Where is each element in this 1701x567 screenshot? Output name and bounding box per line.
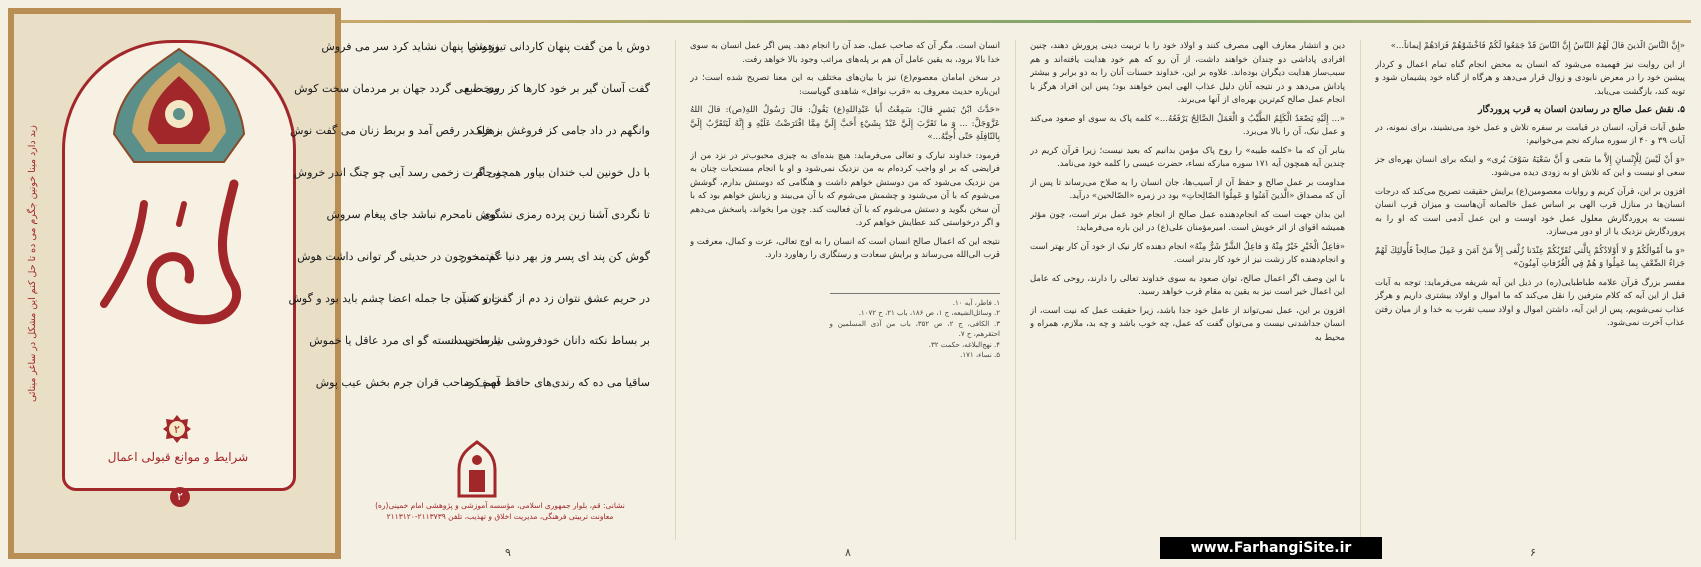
footnote: ۵. نساء، ۱۷۱. bbox=[960, 351, 1000, 359]
series-number-badge bbox=[162, 414, 192, 444]
paragraph: این بدان جهت است که انجام‌دهنده عمل صالح از انجام خود عمل برتر است، چون مؤثر همیشه اقوای از اثر خویش است. امیرمؤمنان علی(ع) در این باره می‌فرماید: bbox=[1030, 209, 1345, 233]
website-link[interactable]: www.FarhangiSite.ir bbox=[1160, 537, 1382, 559]
page-number: ۶ bbox=[1530, 546, 1536, 559]
amal-calligraphy-icon bbox=[84, 164, 274, 334]
poem-verse: گوش کن پند ای پسر وز بهر دنیا غم مخور bbox=[461, 250, 650, 263]
page-number: ۸ bbox=[845, 546, 851, 559]
address-block bbox=[350, 500, 650, 522]
poem-verse: دوش با من گفت پنهان کاردانی تیزهوش bbox=[468, 40, 650, 53]
address-line-2: معاونت تربیتی فرهنگی، مدیریت اخلاق و تهذیب، تلفن ۲۱۱۳۷۳۹-۲۱۱۳۱۲۰ bbox=[386, 512, 614, 521]
paragraph: از این روایت نیز فهمیده می‌شود که انسان به محض انجام گناه تمام اعمال و کردار پیشین خود را در معرض نابودی و زوال قرار می‌دهد و هرگاه از گناه خود پشیمان شود و توبه کند، بازگشت می‌یابد. bbox=[1375, 59, 1685, 97]
poem-verse: گفتمت چون در حدیثی گر توانی داشت هوش bbox=[297, 250, 500, 263]
footnote: ۳. الکافی، ج ۲، ص ۳۵۲، باب من آذى المسلمین و احتقرهم، ح ۷. bbox=[829, 319, 1000, 338]
poem-block bbox=[288, 40, 650, 460]
paragraph: مداومت بر عمل صالح و حفظ آن از آسیب‌ها، جان انسان را به صلاح می‌رساند تا پس از آن که مصداق «الَّذينَ آمَنُوا وَ عَمِلُوا الصّالِحاتِ» بود در زمره «الصّالحین» درآید. bbox=[1030, 177, 1345, 201]
ornament-arch-icon bbox=[104, 44, 254, 164]
poem-verse: با دل خونین لب خندان بیاور همچو جام bbox=[475, 166, 650, 179]
footnotes bbox=[830, 293, 1001, 361]
poem-verse: وز شما پنهان نشاید کرد سر می فروش bbox=[321, 40, 500, 53]
cover-side-poem: زبد دارد مینا خونین جگرم می ده تا حل کنم این مشکل در ساغر مینائی bbox=[27, 125, 38, 403]
page6-column bbox=[1375, 40, 1685, 530]
section-heading: ۵. نقش عمل صالح در رساندن انسان به قرب پروردگار bbox=[1478, 105, 1685, 115]
cover-panel bbox=[8, 8, 341, 559]
institute-logo-icon bbox=[455, 440, 499, 500]
poem-verse: یا سخن دانسته گو ای مرد عاقل یا خموش bbox=[309, 334, 500, 347]
page-divider bbox=[1360, 40, 1361, 540]
poem-verse: در حریم عشق نتوان زد دم از گفت و شنید bbox=[457, 292, 650, 305]
paragraph: «إِنَّ النَّاسَ الَّذينَ قالَ لَهُمُ النّاسُ إِنَّ النّاسَ قَدْ جَمَعُوا لَكُمْ فَاخْشَوْهُمْ فَزادَهُمْ إيماناً...» bbox=[1390, 41, 1685, 51]
poem-verse: گفت آسان گیر بر خود کارها کز روی طبع bbox=[464, 82, 650, 95]
series-number-text: ۲ bbox=[174, 423, 180, 436]
paragraph: با این وصف اگر اعمال صالح، توان صعود به سوی خداوند تعالی را دارند، روحی که عامل این اعمال خیر است نیز به یقین به مقام قرب خواهد رسید. bbox=[1030, 273, 1345, 297]
footnote: ۱. فاطر، آیه ۱۰. bbox=[952, 298, 1000, 307]
page-number: ۹ bbox=[505, 546, 511, 559]
paragraph: «فاعِلُ الْخَيْرِ خَيْرٌ مِنْهُ وَ فاعِلُ الشَّرِّ شَرٌّ مِنْهُ» انجام دهنده کار نیک از خود آن کار بهتر است و انجام‌دهنده کار زشت نیز از خود کار بدتر است. bbox=[1030, 241, 1345, 265]
footnote: ۴. نهج‌البلاغه، حکمت ۳۲. bbox=[928, 340, 1000, 349]
paragraph: افزون بر این، قرآن کریم و روایات معصومین(ع) برایش حقیقت تصریح می‌کند که درجات انسان‌ها در منازل قرب الهی بر اساس عمل خالصانه آن‌هاست و میزان قرب انسان نسبت به پروردگارش معلول عمل خود اوست و این عمل آدمی است که او را به پروردگارش نزدیک یا از او دور می‌سازد. bbox=[1375, 186, 1685, 237]
paragraph: در سخن امامان معصوم(ع) نیز با بیان‌های مختلف به این معنا تصریح شده است؛ در این‌باره حدیث معروف به «قرب نوافل» شاهدی گویاست: bbox=[690, 73, 1000, 97]
paragraph: «وَ ما أَمْوالُكُمْ وَ لا أَوْلادُكُمْ بِالَّتي تُقَرِّبُكُمْ عِنْدَنا زُلْفى إِلاَّ مَنْ آمَنَ وَ عَمِلَ صالِحاً فَأُولئِكَ لَهُمْ جَزاءُ الضِّعْفِ بِما عَمِلُوا وَ هُمْ فِي الْغُرُفاتِ آمِنُونَ» bbox=[1375, 245, 1685, 269]
poem-verse: بر بساط نکته دانان خودفروشی شرط نیست bbox=[447, 334, 650, 347]
poem-verse: وانگهم در داد جامی کز فروغش بر فلک bbox=[471, 124, 650, 137]
footnote: ۲. وسائل‌الشیعه، ج ۱، ص ۱۸۶، باب ۲۱، ح ۱۰۷۲. bbox=[858, 309, 1000, 317]
cover-bottom-number: ۲ bbox=[170, 487, 190, 507]
cover-title: شرایط و موانع قبولی اعمال bbox=[107, 450, 249, 464]
page-divider bbox=[675, 40, 676, 540]
paragraph: افزون بر این، عمل نمی‌تواند از عامل خود جدا باشد، زیرا حقیقت عمل که نیت است، از انسان جداشدنی نیست و می‌توان گفت که عمل، چه خوب باشد و چه بد، ملازم، همراه و محیط به bbox=[1030, 305, 1345, 343]
paragraph: مفسر بزرگ قرآن علامه طباطبایی(ره) در ذیل این آیه شریفه می‌فرماید: توجه به آیات قبل از این آیه که کلام مترفین را نقل می‌کند که ما اموال و اولاد بیشتری داریم و هرگز عذاب نمی‌شویم، پس از این آیه، داشتن اموال و اولاد سبب تقرب به خدا و از میان رفتن عذاب آخرت نمی‌شود. bbox=[1375, 277, 1685, 328]
page8-right-column bbox=[1030, 40, 1345, 530]
paragraph: «وَ أَنْ لَيْسَ لِلْإِنْسانِ إِلاَّ ما سَعى وَ أَنَّ سَعْيَهُ سَوْفَ يُرى» و اینکه برای انسان بهره‌ای جز سعی او نیست و این که تلاش او به زودی دیده می‌شود. bbox=[1375, 154, 1685, 178]
paragraph: دین و انتشار معارف الهی مصرف کنند و اولاد خود را با تربیت دینی پرورش دهند، چنین افرادی پاداشی دو چندان خواهند داشت، از آن رو که هم خود هدایت یافته‌اند و هم سبب‌ساز هدایت دیگران بوده‌اند. علاوه بر این، خداوند حسنات آنان را به دو برابر و بیشتر پاداش می‌دهد و در نتیجه آنان دلیل عذاب الهی ایمن خواهند بود؛ پس این افراد هرگز با انجام عمل صالح کم‌ترین بهره‌ای از آنها می‌برند. bbox=[1030, 41, 1345, 105]
paragraph: فرمود: خداوند تبارک و تعالی می‌فرماید: هیچ بنده‌ای به چیزی محبوب‌تر در نزد من از فرایضی که بر او واجب کرده‌ام به من نزدیک نمی‌شود و او با انجام مستحبات چنان به من نزدیک می‌شود که من دوستش خواهم داشت و هنگامی که دوستش بدارم، گوشش می‌شوم که با آن می‌شنود و چشمش می‌شوم که با آن می‌بیند و زبانش خواهم بود که با آن سخن بگوید و دستش می‌شوم که با آن فعالیت کند. چون مرا بخواند، پاسخش می‌دهم و اگر درخواستی کند عطایش خواهم کرد. bbox=[690, 150, 1000, 228]
poem-verse: ساقیا می ده که رندی‌های حافظ فهم کرد bbox=[463, 376, 650, 389]
top-rule bbox=[340, 20, 1691, 23]
page8-left-column bbox=[690, 40, 1000, 530]
paragraph: بنابر آن که ما «کلمه طیبه» را روح پاک مؤمن بدانیم که بعید نیست؛ زیرا قرآن کریم در چندین آیه همچون آیه ۱۷۱ سوره مبارکه نساء، حضرت عیسی را کلمه خود می‌نامد. bbox=[1030, 145, 1345, 169]
page-divider bbox=[1015, 40, 1016, 540]
poem-verse: گوش نامحرم نباشد جای پیغام سروش bbox=[326, 208, 500, 221]
poem-verse: سخت می گردد جهان بر مردمان سخت کوش bbox=[294, 82, 500, 95]
paragraph: طبق آیات قرآن، انسان در قیامت بر سفره تلاش و عمل خود می‌نشیند، برای نمونه، در آیات ۳۹ و ۴۰ از سوره مبارکه نجم می‌خوانیم: bbox=[1375, 122, 1685, 146]
address-line-1: نشانی: قم، بلوار جمهوری اسلامی، مؤسسه آموزشی و پژوهشی امام خمینی(ره) bbox=[375, 501, 625, 510]
poem-verse: نی گرت زخمی رسد آیی چو چنگ اندر خروش bbox=[293, 166, 500, 179]
paragraph: «حَدَّثَ ابْنُ بَشيرٍ قالَ: سَمِعْتُ أَبا عَبْدِاللهِ(ع) يَقُولُ: قالَ رَسُولُ اللهِ(ص): قالَ اللهُ عَزَّوَجَلَّ: ... وَ ما تَقَرَّبَ إِلَيَّ عَبْدٌ بِشَيْءٍ أَحَبَّ إِلَيَّ مِمَّا افْتَرَضْتُ عَلَيْهِ وَ إِنَّهُ لَيَتَقَرَّبُ إِلَيَّ بِالنّافِلَةِ حَتّى أُحِبَّهُ...» bbox=[690, 105, 1000, 142]
poem-verse: آصف صاحب قران جرم بخش عیب پوش bbox=[315, 376, 500, 389]
poem-verse: تا نگردی آشنا زین پرده رمزی نشنوی bbox=[482, 208, 650, 221]
poem-verse: زان که آن جا جمله اعضا چشم باید بود و گوش bbox=[288, 292, 500, 305]
paragraph: نتیجه این که اعمال صالح انسان است که انسان را به اوج تعالی، عزت و کمال، معرفت و قرب الی‌الله می‌رساند و برایش سعادت و رستگاری را رهاورد دارد. bbox=[690, 236, 1000, 260]
poem-verse: زهره در رقص آمد و بربط زنان می گفت نوش bbox=[290, 124, 500, 137]
paragraph: «... إِلَيْهِ يَصْعَدُ الْكَلِمُ الطَّيِّبُ وَ الْعَمَلُ الصَّالِحُ يَرْفَعُهُ...» کلمه پاک به سوی او صعود می‌کند و عمل نیک، آن را بالا می‌برد. bbox=[1030, 113, 1345, 137]
paragraph: انسان است. مگر آن که صاحب عمل، ضد آن را انجام دهد. پس اگر عمل انسان به سوی خدا بالا برود، به یقین عامل آن هم بر پله‌های مراتب وجود بالا خواهد رفت. bbox=[690, 41, 1000, 65]
